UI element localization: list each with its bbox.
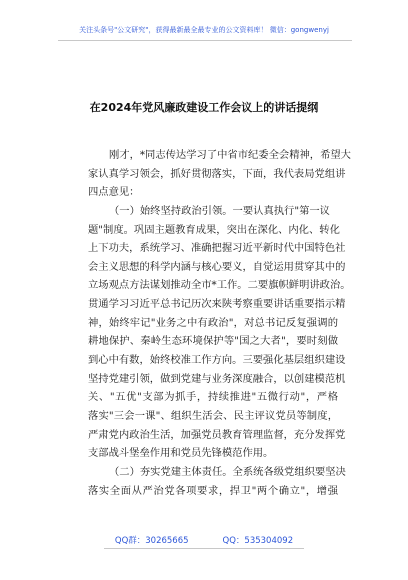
body-line: 到心中有数，始终校准工作方向。三要强化基层组织建设 bbox=[88, 354, 346, 367]
footer-divider bbox=[104, 548, 304, 549]
document-title: 在2024年党风廉政建设工作会议上的讲话提纲 bbox=[89, 101, 319, 114]
footer-qq: QQ：535304092 bbox=[222, 536, 294, 546]
body-line: （二）夯实党建主体责任。全系统各级党组织要坚决 bbox=[109, 465, 346, 478]
header-note: 关注头条号"公文研究"，获得最新最全最专业的公文资料库！ 微信：gongwenyj bbox=[79, 26, 329, 34]
body-line: 上下功夫，系统学习、准确把握习近平新时代中国特色社 bbox=[88, 242, 346, 255]
body-line: 神，始终牢记"业务之中有政治"，对总书记反复强调的 bbox=[88, 316, 338, 329]
body-line: 落实全面从严治党各项要求，捍卫"两个确立"，增强 bbox=[88, 484, 338, 497]
body-line: （一）始终坚持政治引领。一要认真执行"第一议 bbox=[109, 204, 330, 217]
footer-qq-group: QQ群：30265665 bbox=[114, 536, 189, 546]
body-line: 题"制度。巩固主题教育成果，突出在深化、内化、转化 bbox=[88, 223, 340, 236]
body-line: 坚持党建引领，做到党建与业务深度融合，以创建模范机 bbox=[88, 372, 346, 385]
footer-contact bbox=[0, 534, 408, 546]
body-line: 家认真学习领会，抓好贯彻落实，下面，我代表局党组讲 bbox=[88, 167, 346, 180]
body-line: 关、"五优"支部为抓手，持续推进"五微行动"，严格 bbox=[88, 391, 338, 404]
body-line: 四点意见： bbox=[88, 186, 140, 199]
body-line: 落实"三会一课"、组织生活会、民主评议党员等制度， bbox=[88, 409, 338, 422]
body-line: 立场观点方法谋划推动全市*工作。二要旗帜鲜明讲政治。 bbox=[88, 279, 351, 292]
body-line: 支部战斗堡垒作用和党员先锋模范作用。 bbox=[88, 447, 274, 460]
body-line: 贯通学习习近平总书记历次来陕考察重要讲话重要指示精 bbox=[88, 298, 346, 311]
body-line: 耕地保护、秦岭生态环境保护等"国之大者"，要时刻做 bbox=[88, 335, 338, 348]
header-divider bbox=[58, 40, 352, 41]
body-line: 会主义思想的科学内涵与核心要义，自觉运用贯穿其中的 bbox=[88, 260, 346, 273]
document-body bbox=[88, 146, 351, 500]
body-line: 刚才，*同志传达学习了中省市纪委全会精神，希望大 bbox=[109, 149, 351, 161]
body-line: 严肃党内政治生活，加强党员教育管理监督，充分发挥党 bbox=[88, 428, 346, 441]
